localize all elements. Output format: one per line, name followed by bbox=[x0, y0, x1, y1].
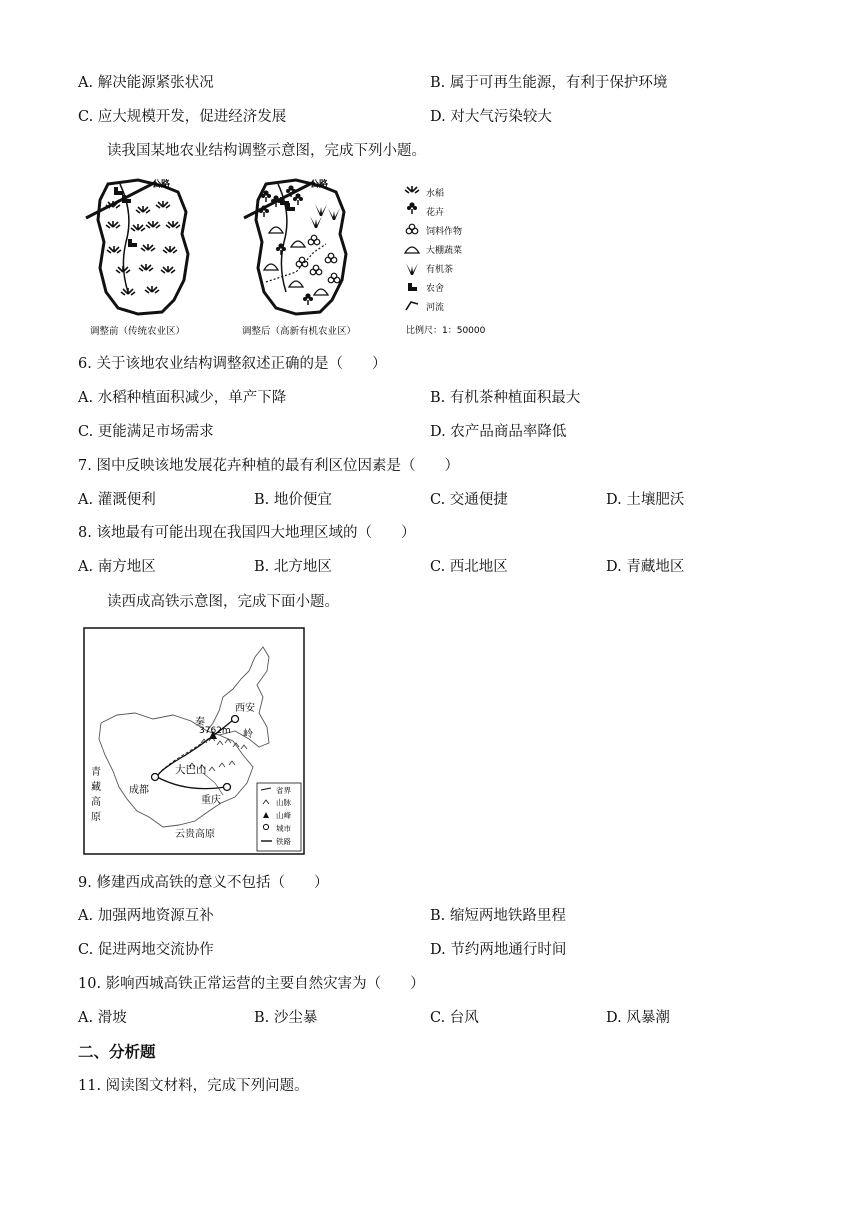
city-xian: 西安 bbox=[235, 703, 255, 714]
legend-peak-label: 山峰 bbox=[276, 811, 291, 820]
road-label-before: 公路 bbox=[152, 180, 171, 190]
city-chengdu: 成都 bbox=[129, 785, 149, 796]
q8-stem: 8. 该地最有可能出现在我国四大地理区域的（ ） bbox=[78, 525, 416, 541]
caption-after: 调整后（高新有机农业区） bbox=[242, 326, 357, 337]
scale-label: 比例尺：1：50000 bbox=[406, 326, 486, 336]
q11-stem: 11. 阅读图文材料，完成下列问题。 bbox=[78, 1078, 309, 1094]
label-daba: 大巴山 bbox=[175, 764, 207, 776]
agriculture-figure bbox=[78, 172, 498, 342]
q8-option-b: B. 北方地区 bbox=[254, 559, 332, 575]
q5-option-d: D. 对大气污染较大 bbox=[430, 109, 552, 125]
q6-option-a: A. 水稻种植面积减少，单产下降 bbox=[78, 390, 287, 406]
legend-city-label: 城市 bbox=[276, 824, 291, 833]
q7-option-a: A. 灌溉便利 bbox=[78, 492, 156, 508]
q9-stem: 9. 修建西成高铁的意义不包括（ ） bbox=[78, 875, 329, 891]
q9-option-b: B. 缩短两地铁路里程 bbox=[430, 908, 566, 924]
legend-forage-label: 饲料作物 bbox=[426, 227, 463, 237]
legend-greenhouse-label: 大棚蔬菜 bbox=[426, 246, 463, 256]
agri-legend bbox=[405, 186, 486, 336]
legend-farmhouse-label: 农舍 bbox=[426, 284, 445, 294]
q8-option-a: A. 南方地区 bbox=[78, 559, 156, 575]
section-heading: 二、分析题 bbox=[78, 1043, 156, 1061]
q9-option-a: A. 加强两地资源互补 bbox=[78, 908, 214, 924]
q5-option-c: C. 应大规模开发，促进经济发展 bbox=[78, 109, 287, 125]
q9-option-d: D. 节约两地通行时间 bbox=[430, 942, 567, 958]
label-qin: 秦 bbox=[195, 717, 205, 728]
q6-option-d: D. 农产品商品率降低 bbox=[430, 424, 567, 440]
qingzang-char-4: 原 bbox=[91, 812, 101, 823]
q7-option-c: C. 交通便捷 bbox=[430, 492, 508, 508]
q8-option-c: C. 西北地区 bbox=[430, 559, 508, 575]
city-chongqing: 重庆 bbox=[201, 795, 221, 806]
caption-before: 调整前（传统农业区） bbox=[90, 326, 186, 337]
railway-map bbox=[83, 627, 305, 855]
label-yungui: 云贵高原 bbox=[175, 829, 215, 840]
q7-option-d: D. 土壤肥沃 bbox=[606, 492, 685, 508]
intro-agriculture: 读我国某地农业结构调整示意图，完成下列小题。 bbox=[107, 143, 426, 159]
q10-option-c: C. 台风 bbox=[430, 1010, 479, 1026]
peak-height: 3762m bbox=[199, 726, 231, 736]
q10-option-b: B. 沙尘暴 bbox=[254, 1010, 318, 1026]
qingzang-char-2: 藏 bbox=[91, 782, 101, 793]
qingzang-char-3: 高 bbox=[91, 797, 101, 808]
q9-option-c: C. 促进两地交流协作 bbox=[78, 942, 214, 958]
legend-flower-label: 花卉 bbox=[426, 208, 445, 218]
q7-option-b: B. 地价便宜 bbox=[254, 492, 332, 508]
q5-option-a: A. 解决能源紧张状况 bbox=[78, 75, 214, 91]
legend-river-label: 河流 bbox=[426, 303, 445, 313]
legend-range-label: 山脉 bbox=[276, 798, 291, 807]
q7-stem: 7. 图中反映该地发展花卉种植的最有利区位因素是（ ） bbox=[78, 458, 459, 474]
rail-legend bbox=[257, 783, 301, 851]
intro-railway: 读西成高铁示意图，完成下面小题。 bbox=[107, 594, 339, 610]
q10-option-a: A. 滑坡 bbox=[78, 1010, 127, 1026]
q6-option-c: C. 更能满足市场需求 bbox=[78, 424, 214, 440]
map-after bbox=[242, 178, 356, 337]
qingzang-char-1: 青 bbox=[91, 767, 101, 778]
legend-railway-label: 铁路 bbox=[276, 837, 291, 846]
road-label-after: 公路 bbox=[310, 180, 329, 190]
label-ling: 岭 bbox=[243, 729, 253, 740]
legend-border-label: 省界 bbox=[276, 786, 291, 795]
q10-option-d: D. 风暴潮 bbox=[606, 1010, 670, 1026]
legend-rice-label: 水稻 bbox=[426, 189, 445, 199]
q8-option-d: D. 青藏地区 bbox=[606, 559, 685, 575]
q6-stem: 6. 关于该地农业结构调整叙述正确的是（ ） bbox=[78, 356, 387, 372]
q10-stem: 10. 影响西城高铁正常运营的主要自然灾害为（ ） bbox=[78, 976, 425, 992]
q5-option-b: B. 属于可再生能源，有利于保护环境 bbox=[430, 75, 668, 91]
map-before bbox=[86, 178, 188, 337]
legend-tea-label: 有机茶 bbox=[426, 265, 454, 275]
q6-option-b: B. 有机茶种植面积最大 bbox=[430, 390, 581, 406]
